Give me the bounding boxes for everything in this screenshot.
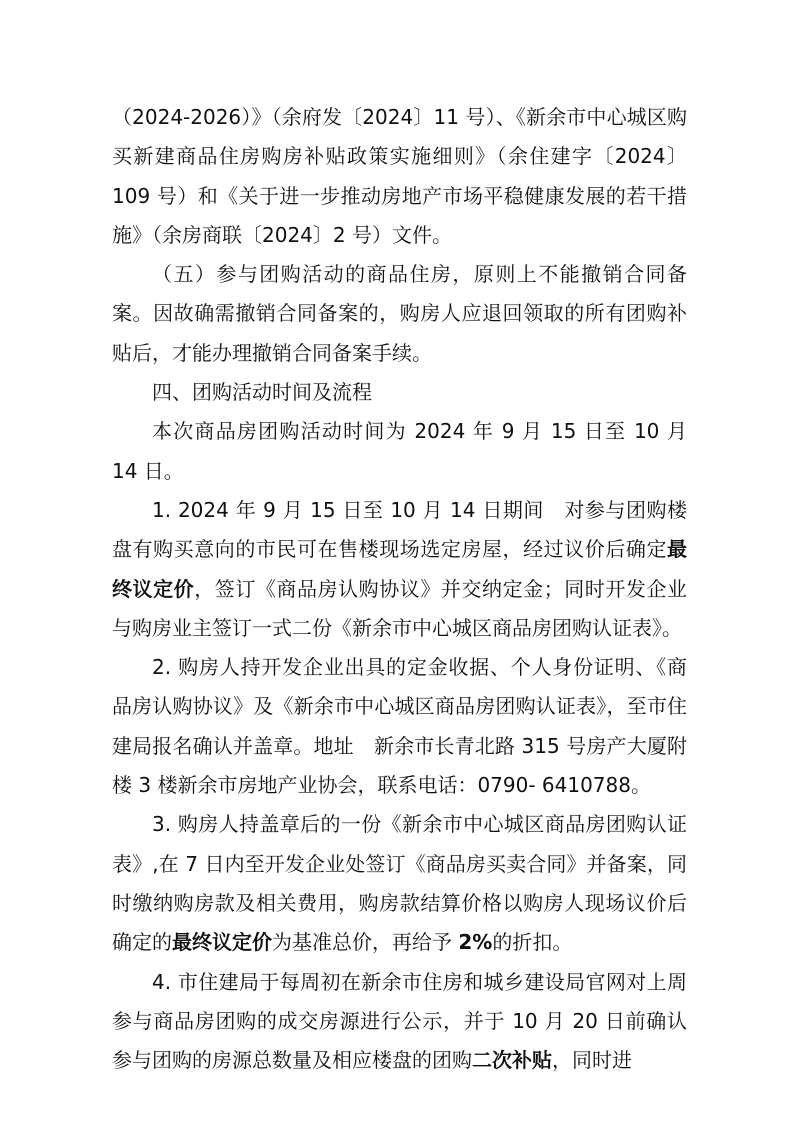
- step-3-paragraph: [112, 805, 687, 962]
- paragraph-activity-period: [112, 412, 687, 491]
- paragraph-text: 1. 2024 年 9 月 15 日至 10 月 14 日期间 对参与团购楼盘有购买意向的市民可在售楼现场选定房屋，经过议价后确定: [112, 497, 687, 562]
- heading-text: 四、团购活动时间及流程: [152, 380, 372, 405]
- paragraph-text: （五）参与团购活动的商品住房，原则上不能撤销合同备案。因故确需撤销合同备案的，购房人应退回领取的所有团购补贴后，才能办理撤销合同备案手续。: [112, 262, 687, 365]
- step-1-paragraph: [112, 491, 687, 648]
- section-heading-time-and-process: [112, 373, 687, 412]
- document-body: [112, 98, 687, 1080]
- paragraph-text: ，签订《商品房认购协议》并交纳定金；同时开发企业与购房业主签订一式二份《新余市中心城区商品房团购认证表》。: [112, 576, 688, 640]
- bold-emphasis: 最终议定价: [172, 930, 272, 955]
- step-2-paragraph: [112, 648, 687, 805]
- paragraph-text: 的折扣。: [492, 930, 573, 955]
- paragraph-text: 3. 购房人持盖章后的一份《新余市中心城区商品房团购认证表》,在 7 日内至开发企业处签订《商品房买卖合同》并备案，同时缴纳购房款及相关费用，购房款结算价格以购房人现场议价后确定的: [112, 812, 687, 955]
- paragraph-text: 本次商品房团购活动时间为 2024 年 9 月 15 日至 10 月 14 日。: [112, 419, 687, 483]
- paragraph-contract-cancellation: [112, 255, 687, 373]
- paragraph-text: 2. 购房人持开发企业出具的定金收据、个人身份证明、《商品房认购协议》及《新余市中心城区商品房团购认证表》，至市住建局报名确认并盖章。地址 新余市长青北路 315 号房产大厦附楼 3 楼新余市房地产业协会，联系电话：0790- 6410788。: [112, 655, 687, 798]
- paragraph-text: 为基准总价，再给予: [272, 930, 459, 955]
- paragraph-text: ，同时进: [552, 1048, 632, 1073]
- paragraph-text: 4. 市住建局于每周初在新余市住房和城乡建设局官网对上周参与商品房团购的成交房源进行公示，并于 10 月 20 日前确认参与团购的房源总数量及相应楼盘的团购: [112, 969, 687, 1073]
- paragraph-text: （2024-2026）》（余府发〔2024〕11 号）、《新余市中心城区购买新建商品住房购房补贴政策实施细则》（余住建字〔2024〕109 号）和《关于进一步推动房地产市场平稳健康发展的若干措施》（余房商联〔2024〕2 号）文件。: [112, 105, 687, 247]
- bold-emphasis: 最终议定价: [112, 537, 687, 601]
- step-4-paragraph: [112, 963, 687, 1081]
- bold-emphasis: 二次补贴: [472, 1048, 552, 1073]
- bold-emphasis: 2%: [458, 930, 493, 955]
- paragraph-policy-references: [112, 98, 687, 255]
